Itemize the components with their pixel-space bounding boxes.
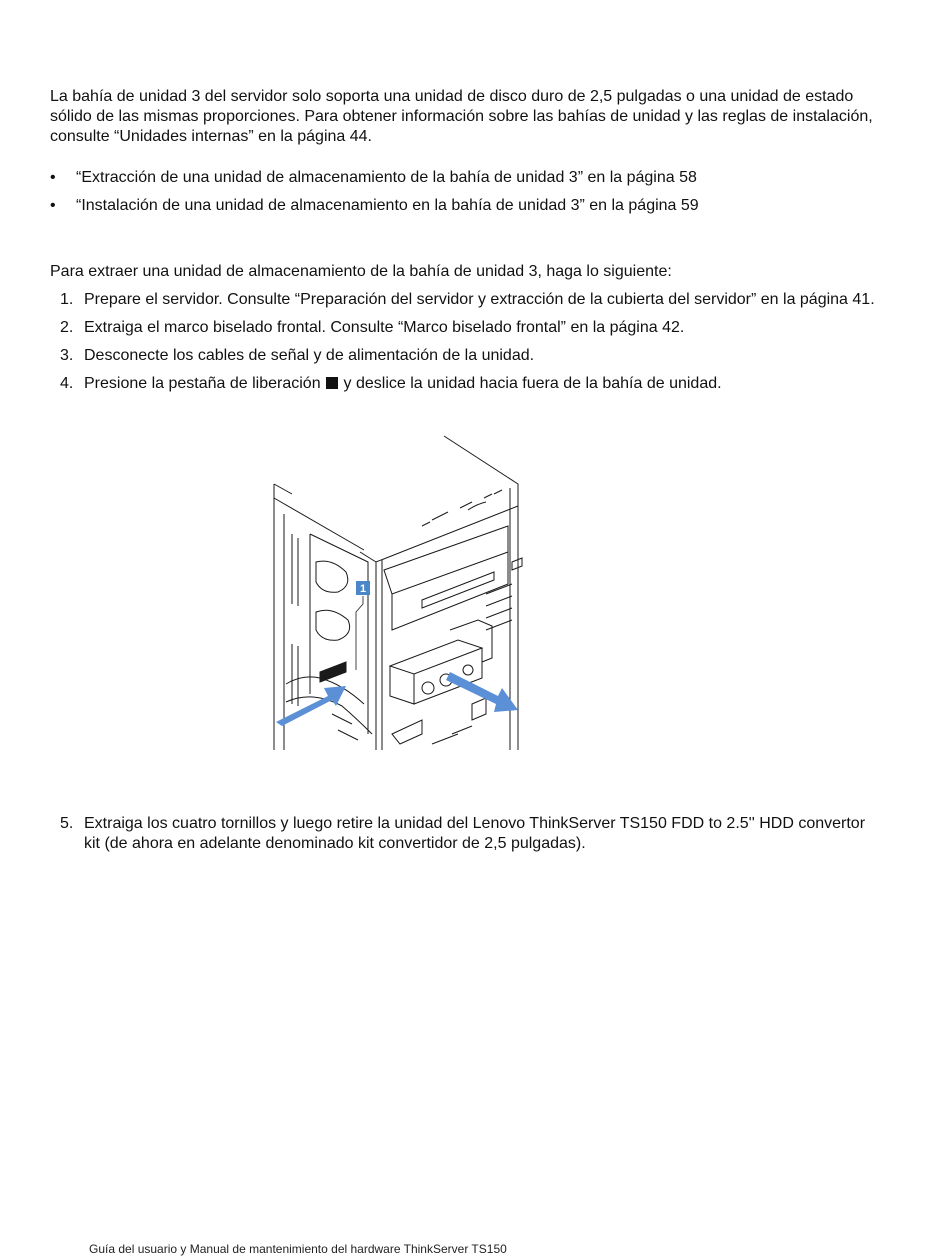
link-removal-reference[interactable]: “Extracción de una unidad de almacenamiento de la bahía de unidad 3” en la página 58 <box>76 169 697 186</box>
step-text-after: y deslice la unidad hacia fuera de la bahía de unidad. <box>343 375 722 392</box>
drive-removal-illustration <box>272 434 524 750</box>
procedure-steps <box>50 290 880 402</box>
push-arrow-icon <box>276 686 346 726</box>
server-chassis-drawing <box>272 434 524 750</box>
step-text: Prepare el servidor. Consulte “Preparación del servidor y extracción de la cubierta del servidor” en la página 41. <box>84 291 875 308</box>
step-number: 3. <box>60 347 74 364</box>
step-text: Extraiga el marco biselado frontal. Consulte “Marco biselado frontal” en la página 42. <box>84 319 685 336</box>
step-text: Desconecte los cables de señal y de alimentación de la unidad. <box>84 347 535 364</box>
step-text-before: Presione la pestaña de liberación <box>84 375 321 392</box>
step-number: 2. <box>60 319 74 336</box>
procedure-steps-continued <box>50 814 880 854</box>
step-item <box>50 290 880 310</box>
procedure-lead: Para extraer una unidad de almacenamiento de la bahía de unidad 3, haga lo siguiente: <box>50 263 672 280</box>
step-item <box>50 814 880 854</box>
step-number: 1. <box>60 291 74 308</box>
step-number: 4. <box>60 375 74 392</box>
step-item <box>50 374 880 394</box>
step-item <box>50 346 880 366</box>
list-item <box>50 196 880 224</box>
related-links-list <box>50 168 880 224</box>
callout-marker-icon <box>326 377 338 389</box>
callout-label: 1 <box>359 583 367 595</box>
step-text: Extraiga los cuatro tornillos y luego retire la unidad del Lenovo ThinkServer TS150 FDD to 2.5'' HDD convertor kit (de ahora en adelante denominado kit convertidor de 2,5 pulgadas). <box>84 815 866 852</box>
page-footer: Guía del usuario y Manual de mantenimiento del hardware ThinkServer TS150 <box>89 1242 507 1256</box>
step-number: 5. <box>60 815 74 832</box>
bullet-marker: • <box>50 169 56 186</box>
intro-paragraph: La bahía de unidad 3 del servidor solo soporta una unidad de disco duro de 2,5 pulgadas o una unidad de estado sólido de las mismas proporciones. Para obtener información sobre las bahías de unidad y las reglas de instalación, consulte “Unidades internas” en la página 44. <box>50 88 873 145</box>
link-installation-reference[interactable]: “Instalación de una unidad de almacenamiento en la bahía de unidad 3” en la página 59 <box>76 197 699 214</box>
list-item <box>50 168 880 196</box>
step-item <box>50 318 880 338</box>
bullet-marker: • <box>50 197 56 214</box>
